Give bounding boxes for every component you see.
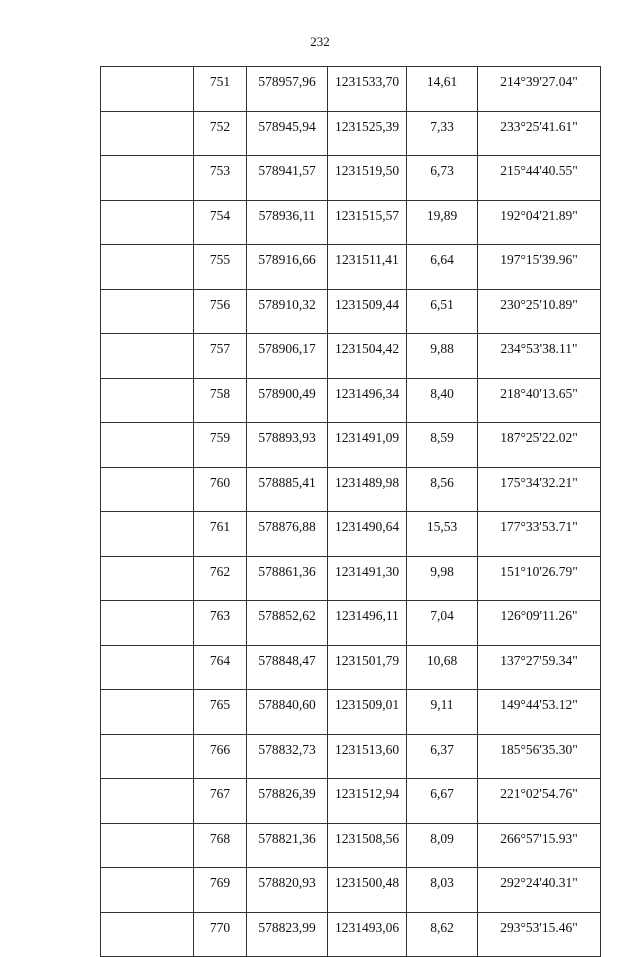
direction-angle-cell: 214°39'27.04" — [478, 67, 601, 112]
x-coordinate-cell: 578876,88 — [247, 512, 328, 557]
table-row — [101, 868, 601, 913]
y-coordinate-cell: 1231493,06 — [328, 912, 407, 957]
empty-cell — [101, 912, 194, 957]
length-cell: 6,64 — [407, 245, 478, 290]
y-coordinate-cell: 1231511,41 — [328, 245, 407, 290]
length-cell: 8,09 — [407, 823, 478, 868]
y-coordinate-cell: 1231533,70 — [328, 67, 407, 112]
empty-cell — [101, 289, 194, 334]
empty-cell — [101, 823, 194, 868]
y-coordinate-cell: 1231509,01 — [328, 690, 407, 735]
table-row — [101, 912, 601, 957]
x-coordinate-cell: 578893,93 — [247, 423, 328, 468]
y-coordinate-cell: 1231500,48 — [328, 868, 407, 913]
table-row — [101, 111, 601, 156]
y-coordinate-cell: 1231496,34 — [328, 378, 407, 423]
empty-cell — [101, 156, 194, 201]
point-number-cell: 754 — [194, 200, 247, 245]
point-number-cell: 756 — [194, 289, 247, 334]
direction-angle-cell: 215°44'40.55" — [478, 156, 601, 201]
point-number-cell: 753 — [194, 156, 247, 201]
table-row — [101, 645, 601, 690]
y-coordinate-cell: 1231512,94 — [328, 779, 407, 824]
direction-angle-cell: 234°53'38.11" — [478, 334, 601, 379]
table-row — [101, 512, 601, 557]
point-number-cell: 761 — [194, 512, 247, 557]
direction-angle-cell: 266°57'15.93" — [478, 823, 601, 868]
x-coordinate-cell: 578916,66 — [247, 245, 328, 290]
x-coordinate-cell: 578957,96 — [247, 67, 328, 112]
x-coordinate-cell: 578885,41 — [247, 467, 328, 512]
y-coordinate-cell: 1231509,44 — [328, 289, 407, 334]
direction-angle-cell: 192°04'21.89" — [478, 200, 601, 245]
x-coordinate-cell: 578906,17 — [247, 334, 328, 379]
empty-cell — [101, 67, 194, 112]
table-row — [101, 245, 601, 290]
direction-angle-cell: 230°25'10.89" — [478, 289, 601, 334]
length-cell: 8,56 — [407, 467, 478, 512]
empty-cell — [101, 601, 194, 646]
direction-angle-cell: 197°15'39.96" — [478, 245, 601, 290]
y-coordinate-cell: 1231513,60 — [328, 734, 407, 779]
direction-angle-cell: 126°09'11.26" — [478, 601, 601, 646]
table-row — [101, 289, 601, 334]
x-coordinate-cell: 578832,73 — [247, 734, 328, 779]
length-cell: 8,40 — [407, 378, 478, 423]
table-row — [101, 601, 601, 646]
point-number-cell: 764 — [194, 645, 247, 690]
point-number-cell: 755 — [194, 245, 247, 290]
x-coordinate-cell: 578945,94 — [247, 111, 328, 156]
y-coordinate-cell: 1231519,50 — [328, 156, 407, 201]
point-number-cell: 752 — [194, 111, 247, 156]
direction-angle-cell: 293°53'15.46" — [478, 912, 601, 957]
length-cell: 10,68 — [407, 645, 478, 690]
y-coordinate-cell: 1231496,11 — [328, 601, 407, 646]
y-coordinate-cell: 1231515,57 — [328, 200, 407, 245]
table-row — [101, 690, 601, 735]
empty-cell — [101, 645, 194, 690]
point-number-cell: 768 — [194, 823, 247, 868]
length-cell: 8,62 — [407, 912, 478, 957]
length-cell: 6,67 — [407, 779, 478, 824]
table-row — [101, 823, 601, 868]
y-coordinate-cell: 1231504,42 — [328, 334, 407, 379]
direction-angle-cell: 233°25'41.61" — [478, 111, 601, 156]
direction-angle-cell: 292°24'40.31" — [478, 868, 601, 913]
x-coordinate-cell: 578941,57 — [247, 156, 328, 201]
x-coordinate-cell: 578840,60 — [247, 690, 328, 735]
y-coordinate-cell: 1231491,09 — [328, 423, 407, 468]
length-cell: 8,59 — [407, 423, 478, 468]
y-coordinate-cell: 1231491,30 — [328, 556, 407, 601]
length-cell: 8,03 — [407, 868, 478, 913]
empty-cell — [101, 779, 194, 824]
empty-cell — [101, 467, 194, 512]
point-number-cell: 758 — [194, 378, 247, 423]
empty-cell — [101, 334, 194, 379]
x-coordinate-cell: 578910,32 — [247, 289, 328, 334]
length-cell: 19,89 — [407, 200, 478, 245]
page-number: 232 — [310, 34, 330, 49]
x-coordinate-cell: 578820,93 — [247, 868, 328, 913]
x-coordinate-cell: 578823,99 — [247, 912, 328, 957]
direction-angle-cell: 177°33'53.71" — [478, 512, 601, 557]
empty-cell — [101, 111, 194, 156]
point-number-cell: 770 — [194, 912, 247, 957]
table-row — [101, 200, 601, 245]
point-number-cell: 766 — [194, 734, 247, 779]
y-coordinate-cell: 1231508,56 — [328, 823, 407, 868]
point-number-cell: 762 — [194, 556, 247, 601]
point-number-cell: 760 — [194, 467, 247, 512]
point-number-cell: 769 — [194, 868, 247, 913]
length-cell: 6,37 — [407, 734, 478, 779]
length-cell: 6,73 — [407, 156, 478, 201]
coordinates-table — [100, 66, 601, 957]
x-coordinate-cell: 578826,39 — [247, 779, 328, 824]
direction-angle-cell: 137°27'59.34" — [478, 645, 601, 690]
direction-angle-cell: 175°34'32.21" — [478, 467, 601, 512]
y-coordinate-cell: 1231501,79 — [328, 645, 407, 690]
table-row — [101, 334, 601, 379]
length-cell: 7,04 — [407, 601, 478, 646]
length-cell: 9,98 — [407, 556, 478, 601]
point-number-cell: 767 — [194, 779, 247, 824]
y-coordinate-cell: 1231489,98 — [328, 467, 407, 512]
direction-angle-cell: 151°10'26.79" — [478, 556, 601, 601]
point-number-cell: 757 — [194, 334, 247, 379]
length-cell: 14,61 — [407, 67, 478, 112]
length-cell: 15,53 — [407, 512, 478, 557]
empty-cell — [101, 245, 194, 290]
empty-cell — [101, 378, 194, 423]
table-row — [101, 734, 601, 779]
empty-cell — [101, 200, 194, 245]
y-coordinate-cell: 1231525,39 — [328, 111, 407, 156]
length-cell: 9,88 — [407, 334, 478, 379]
x-coordinate-cell: 578900,49 — [247, 378, 328, 423]
empty-cell — [101, 512, 194, 557]
point-number-cell: 765 — [194, 690, 247, 735]
x-coordinate-cell: 578936,11 — [247, 200, 328, 245]
direction-angle-cell: 149°44'53.12" — [478, 690, 601, 735]
table-row — [101, 378, 601, 423]
point-number-cell: 763 — [194, 601, 247, 646]
empty-cell — [101, 734, 194, 779]
empty-cell — [101, 868, 194, 913]
x-coordinate-cell: 578852,62 — [247, 601, 328, 646]
table-row — [101, 156, 601, 201]
point-number-cell: 759 — [194, 423, 247, 468]
x-coordinate-cell: 578848,47 — [247, 645, 328, 690]
table-body — [101, 67, 601, 957]
point-number-cell: 751 — [194, 67, 247, 112]
table-row — [101, 556, 601, 601]
x-coordinate-cell: 578861,36 — [247, 556, 328, 601]
direction-angle-cell: 218°40'13.65" — [478, 378, 601, 423]
empty-cell — [101, 423, 194, 468]
empty-cell — [101, 556, 194, 601]
direction-angle-cell: 221°02'54.76" — [478, 779, 601, 824]
length-cell: 7,33 — [407, 111, 478, 156]
table-row — [101, 67, 601, 112]
x-coordinate-cell: 578821,36 — [247, 823, 328, 868]
empty-cell — [101, 690, 194, 735]
length-cell: 6,51 — [407, 289, 478, 334]
y-coordinate-cell: 1231490,64 — [328, 512, 407, 557]
direction-angle-cell: 187°25'22.02" — [478, 423, 601, 468]
direction-angle-cell: 185°56'35.30" — [478, 734, 601, 779]
table-row — [101, 467, 601, 512]
table-row — [101, 423, 601, 468]
length-cell: 9,11 — [407, 690, 478, 735]
table-row — [101, 779, 601, 824]
